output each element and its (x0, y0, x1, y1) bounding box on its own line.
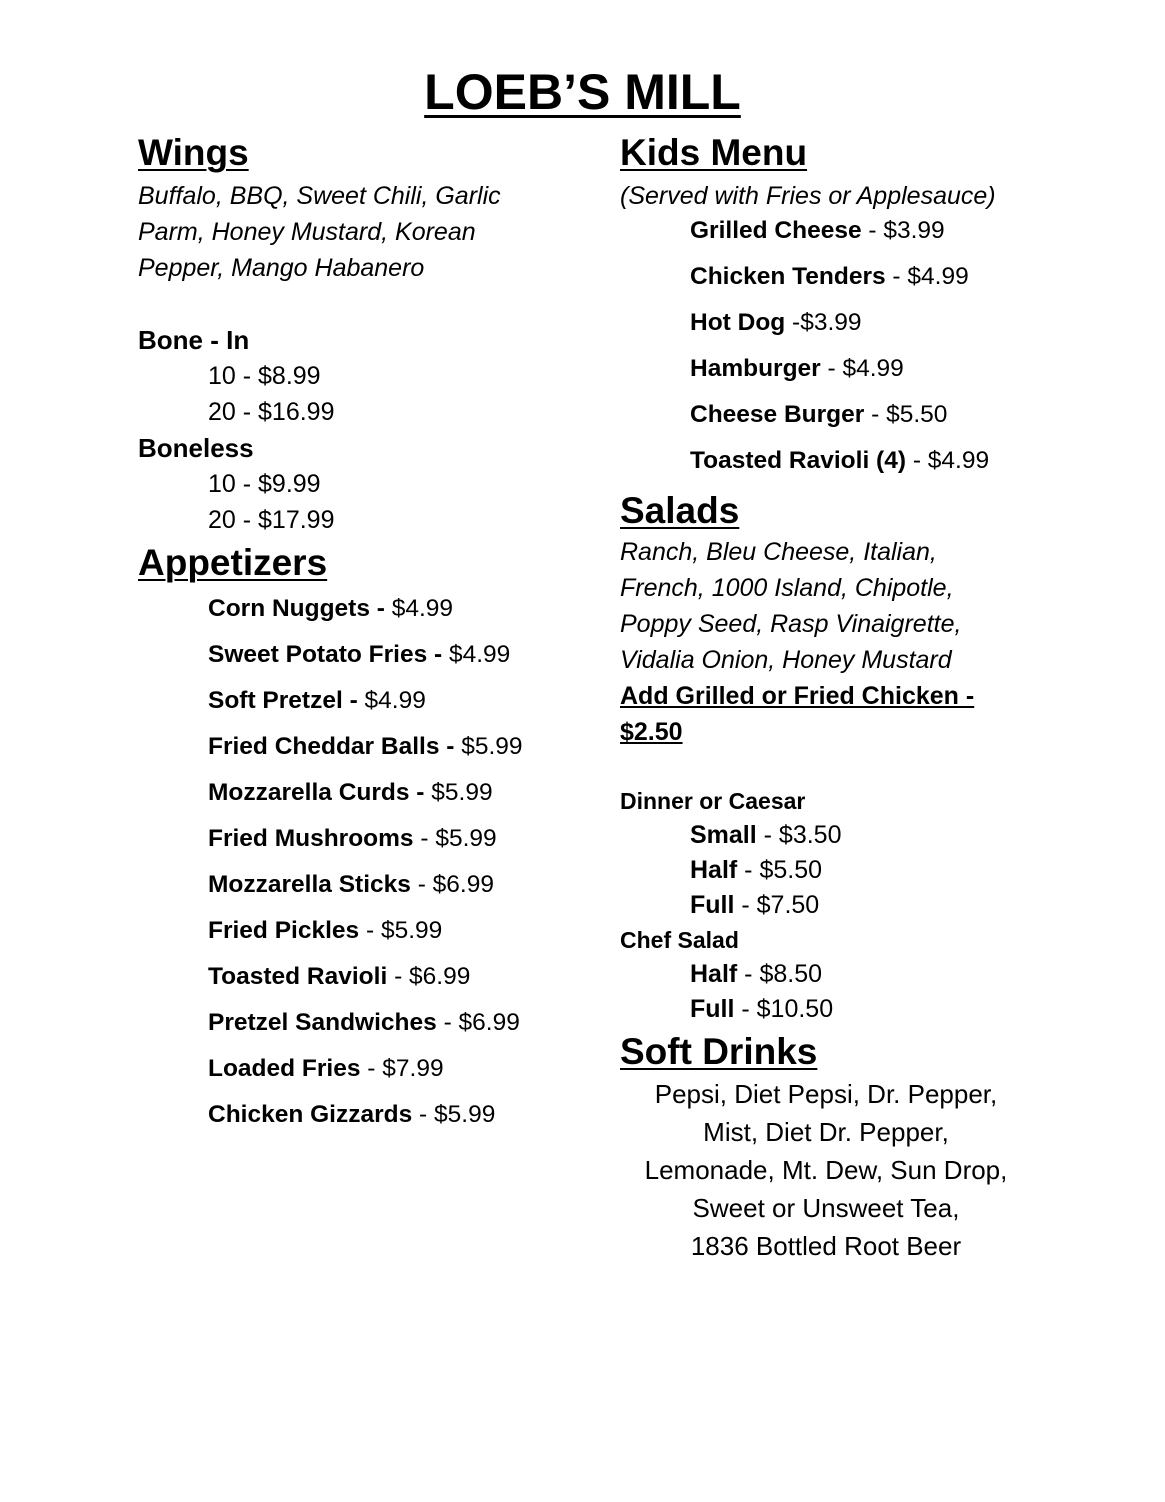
kids-item-name: Toasted Ravioli (4) (690, 447, 907, 474)
addon-line: Add Grilled or Fried Chicken - (620, 682, 975, 710)
appetizer-name: Fried Cheddar Balls - (208, 733, 455, 760)
appetizer-name: Mozzarella Curds - (208, 779, 425, 806)
appetizer-item (208, 862, 588, 908)
appetizer-price: - $5.99 (359, 917, 443, 944)
kids-item-name: Chicken Tenders (690, 263, 886, 290)
drinks-line: Lemonade, Mt. Dew, Sun Drop, (644, 1155, 1008, 1185)
drinks-line: Pepsi, Diet Pepsi, Dr. Pepper, (654, 1079, 998, 1109)
boneless-label: Boneless (138, 433, 254, 463)
appetizer-item (208, 632, 588, 678)
appetizer-name: Loaded Fries (208, 1055, 361, 1082)
appetizer-price: - $6.99 (410, 871, 494, 898)
kids-item (690, 392, 1070, 438)
kids-item-price: -$3.99 (785, 309, 862, 336)
soft-drinks-list (620, 1075, 1032, 1265)
appetizer-name: Pretzel Sandwiches (208, 1009, 437, 1036)
kids-item-name: Cheese Burger (690, 401, 865, 428)
kids-item-price: - $3.99 (861, 217, 945, 244)
salad-size-name: Small (690, 821, 757, 849)
appetizer-name: Fried Mushrooms (208, 825, 414, 852)
appetizer-item (208, 1000, 588, 1046)
appetizer-price: - $7.99 (360, 1055, 444, 1082)
dressing-line: Poppy Seed, Rasp Vinaigrette, (620, 610, 962, 638)
wings-flavors (138, 178, 588, 286)
appetizer-name: Chicken Gizzards (208, 1101, 413, 1128)
addon-line: $2.50 (620, 718, 683, 746)
appetizers-list (138, 586, 588, 1138)
kids-item-price: - $4.99 (906, 447, 990, 474)
appetizers-heading: Appetizers (138, 542, 328, 583)
kids-item (690, 208, 1070, 254)
chef-salad (620, 923, 1070, 1027)
appetizer-name: Sweet Potato Fries - (208, 641, 443, 668)
appetizer-item (208, 1046, 588, 1092)
salad-size-name: Full (690, 891, 735, 919)
appetizer-item (208, 678, 588, 724)
appetizer-price: - $5.99 (413, 825, 497, 852)
appetizer-price: $5.99 (424, 779, 493, 806)
drinks-line: 1836 Bottled Root Beer (690, 1231, 962, 1261)
boneless-price: 20 - $17.99 (208, 506, 335, 534)
appetizer-item (208, 770, 588, 816)
salad-size-price: - $8.50 (737, 960, 823, 988)
appetizer-price: - $5.99 (412, 1101, 496, 1128)
salad-addon (620, 678, 1070, 750)
boneless-price: 10 - $9.99 (208, 470, 321, 498)
appetizer-item (208, 954, 588, 1000)
appetizer-price: $4.99 (357, 687, 426, 714)
salad-size-price: - $3.50 (756, 821, 842, 849)
salad-size (620, 888, 1070, 923)
kids-item (690, 346, 1070, 392)
salad-size (620, 992, 1070, 1027)
bone-in-price: 10 - $8.99 (208, 362, 321, 390)
dressing-line: French, 1000 Island, Chipotle, (620, 574, 954, 602)
kids-item-price: - $4.99 (885, 263, 969, 290)
appetizer-name: Mozzarella Sticks (208, 871, 411, 898)
salad-size-name: Half (690, 960, 738, 988)
appetizer-item (208, 816, 588, 862)
appetizer-price: $5.99 (454, 733, 523, 760)
dressing-line: Vidalia Onion, Honey Mustard (620, 646, 952, 674)
dressing-line: Ranch, Bleu Cheese, Italian, (620, 538, 937, 566)
appetizer-price: $4.99 (442, 641, 511, 668)
appetizer-price: - $6.99 (436, 1009, 520, 1036)
wings-boneless (138, 430, 588, 538)
wings-flavor-line: Pepper, Mango Habanero (138, 254, 425, 282)
kids-item-price: - $4.99 (820, 355, 904, 382)
dinner-salad-label: Dinner or Caesar (620, 788, 806, 814)
drinks-line: Sweet or Unsweet Tea, (692, 1193, 960, 1223)
wings-flavor-line: Parm, Honey Mustard, Korean (138, 218, 476, 246)
salad-size (620, 818, 1070, 853)
kids-item (690, 300, 1070, 346)
appetizer-name: Corn Nuggets - (208, 595, 385, 622)
salad-size (620, 957, 1070, 992)
appetizer-price: - $6.99 (387, 963, 471, 990)
appetizer-name: Toasted Ravioli (208, 963, 388, 990)
kids-menu-heading: Kids Menu (620, 132, 808, 173)
bone-in-label: Bone - In (138, 325, 250, 355)
kids-item-name: Grilled Cheese (690, 217, 862, 244)
salad-size-price: - $10.50 (734, 995, 834, 1023)
dinner-salad (620, 784, 1070, 923)
wings-bone-in (138, 322, 588, 430)
left-column (138, 130, 588, 1138)
appetizer-item (208, 908, 588, 954)
appetizer-item (208, 586, 588, 632)
appetizer-name: Soft Pretzel - (208, 687, 358, 714)
soft-drinks-heading: Soft Drinks (620, 1031, 818, 1072)
salad-dressings (620, 534, 1070, 678)
kids-item (690, 254, 1070, 300)
salad-size (620, 853, 1070, 888)
right-column (620, 130, 1070, 1265)
salad-size-price: - $5.50 (737, 856, 823, 884)
salad-size-name: Half (690, 856, 738, 884)
menu-title: LOEB’S MILL (424, 64, 741, 120)
kids-menu-note: (Served with Fries or Applesauce) (620, 182, 996, 210)
salad-size-price: - $7.50 (734, 891, 820, 919)
kids-item-name: Hot Dog (690, 309, 786, 336)
kids-item-name: Hamburger (690, 355, 821, 382)
appetizer-price: $4.99 (384, 595, 454, 622)
wings-heading: Wings (138, 132, 249, 173)
kids-menu-list (620, 208, 1070, 484)
salads-heading: Salads (620, 490, 740, 531)
salad-size-name: Full (690, 995, 735, 1023)
kids-item-price: - $5.50 (864, 401, 948, 428)
bone-in-price: 20 - $16.99 (208, 398, 335, 426)
appetizer-name: Fried Pickles (208, 917, 360, 944)
appetizer-item (208, 1092, 588, 1138)
kids-item (690, 438, 1070, 484)
appetizer-item (208, 724, 588, 770)
drinks-line: Mist, Diet Dr. Pepper, (703, 1117, 949, 1147)
chef-salad-label: Chef Salad (620, 927, 739, 953)
wings-flavor-line: Buffalo, BBQ, Sweet Chili, Garlic (138, 182, 501, 210)
